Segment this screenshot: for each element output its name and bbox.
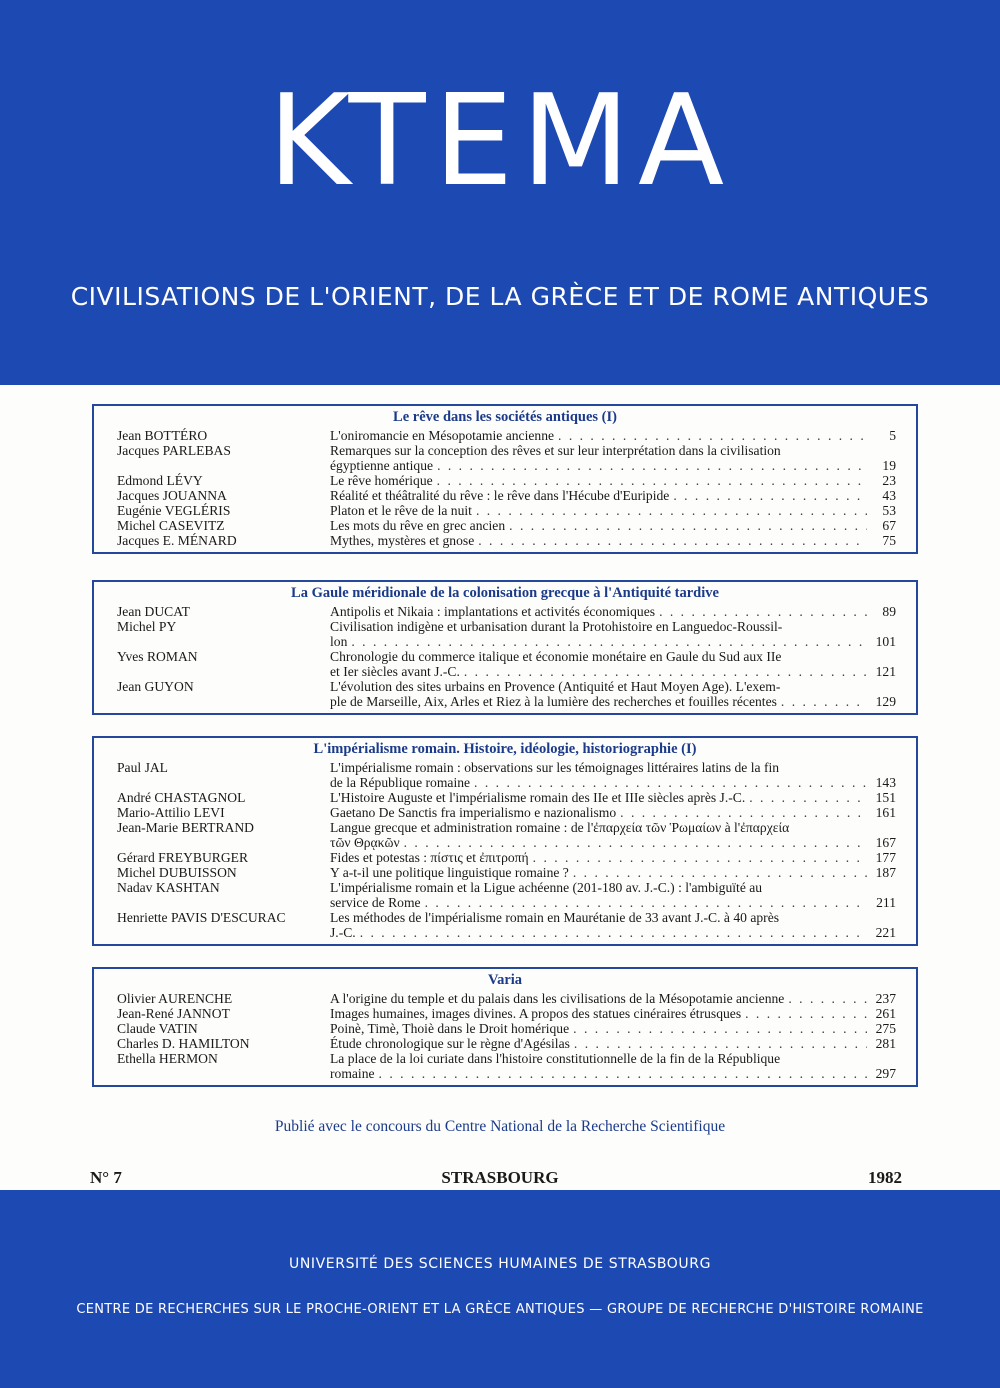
- entry-title: égyptienne antique: [330, 458, 434, 473]
- leader-dots: [437, 473, 867, 488]
- leader-dots: [476, 503, 867, 518]
- entry-author: Nadav KASHTAN: [117, 880, 220, 895]
- entry-author: Olivier AURENCHE: [117, 991, 233, 1006]
- entry-author: Mario-Attilio LEVI: [117, 805, 225, 820]
- entry-page-number: 281: [875, 1036, 896, 1051]
- toc-section: [92, 736, 918, 946]
- toc-entry: [94, 649, 916, 679]
- entry-author: Jean BOTTÉRO: [117, 428, 208, 443]
- section-heading: Le rêve dans les sociétés antiques (I): [393, 409, 617, 425]
- toc-entry: [94, 790, 916, 805]
- entry-title: Étude chronologique sur le règne d'Agésilas: [330, 1036, 570, 1051]
- entry-title: L'impérialisme romain et la Ligue achéenne (201-180 av. J.-C.) : l'ambiguïté au: [330, 880, 763, 895]
- entry-page-number: 211: [876, 895, 896, 910]
- entry-title: service de Rome: [330, 895, 421, 910]
- entry-title: Platon et le rêve de la nuit: [330, 503, 472, 518]
- toc-entry: [94, 473, 916, 488]
- entry-title: L'oniromancie en Mésopotamie ancienne: [330, 428, 555, 443]
- toc-entry: [94, 488, 916, 503]
- entry-title: L'impérialisme romain : observations sur les témoignages littéraires latins de la fin: [330, 760, 780, 775]
- entry-title: J.-C.: [330, 925, 356, 940]
- entry-page-number: 5: [889, 428, 896, 443]
- entry-title: Poinè, Timè, Thoiè dans le Droit homérique: [330, 1021, 570, 1036]
- entry-author: Ethella HERMON: [117, 1051, 218, 1066]
- entry-title: Images humaines, images divines. A propos des statues cinéraires étrusques: [330, 1006, 742, 1021]
- entry-author: Paul JAL: [117, 760, 168, 775]
- entry-title: τῶν Θρᾳκῶν: [330, 835, 400, 850]
- toc-entry: [94, 604, 916, 619]
- entry-page-number: 187: [875, 865, 896, 880]
- university-name: UNIVERSITÉ DES SCIENCES HUMAINES DE STRASBOURG: [288, 1256, 712, 1272]
- entry-title: de la République romaine: [330, 775, 471, 790]
- entry-page-number: 177: [875, 850, 896, 865]
- leader-dots: [379, 1066, 867, 1081]
- leader-dots: [749, 790, 867, 805]
- entry-author: Michel PY: [117, 619, 177, 634]
- leader-dots: [574, 1036, 867, 1051]
- leader-dots: [437, 458, 867, 473]
- entry-page-number: 151: [875, 790, 896, 805]
- leader-dots: [474, 775, 867, 790]
- entry-page-number: 67: [882, 518, 896, 533]
- entry-author: Henriette PAVIS D'ESCURAC: [117, 910, 286, 925]
- entry-title: romaine: [330, 1066, 375, 1081]
- entry-author: André CHASTAGNOL: [117, 790, 246, 805]
- entry-page-number: 167: [875, 835, 896, 850]
- leader-dots: [425, 895, 867, 910]
- toc-entry: [94, 850, 916, 865]
- entry-page-number: 143: [875, 775, 896, 790]
- entry-title: Remarques sur la conception des rêves et sur leur interprétation dans la civilisation: [330, 443, 781, 458]
- entry-title: A l'origine du temple et du palais dans les civilisations de la Mésopotamie ancienne: [330, 991, 785, 1006]
- entry-title: lon: [330, 634, 348, 649]
- toc-entry: [94, 991, 916, 1006]
- toc-entry: [94, 1021, 916, 1036]
- toc-entry: [94, 820, 916, 850]
- entry-page-number: 75: [882, 533, 896, 548]
- entry-title: Antipolis et Nikaia : implantations et activités économiques: [330, 604, 656, 619]
- entry-author: Jean-Marie BERTRAND: [117, 820, 254, 835]
- leader-dots: [509, 518, 867, 533]
- entry-title: La place de la loi curiate dans l'histoire constitutionnelle de la fin de la République: [330, 1051, 781, 1066]
- toc-entry: [94, 679, 916, 709]
- entry-title: Chronologie du commerce italique et économie monétaire en Gaule du Sud aux IIe: [330, 649, 782, 664]
- entry-author: Jean DUCAT: [117, 604, 190, 619]
- toc-entry: [94, 1051, 916, 1081]
- toc-entry: [94, 880, 916, 910]
- toc-entry: [94, 1036, 916, 1051]
- toc-entry: [94, 1006, 916, 1021]
- issue-number: N° 7: [90, 1168, 122, 1187]
- leader-dots: [659, 604, 867, 619]
- journal-title: KTEMA: [267, 67, 733, 214]
- bottom-blue-band: [0, 1190, 1000, 1388]
- issue-city: STRASBOURG: [441, 1168, 559, 1187]
- entry-page-number: 19: [882, 458, 896, 473]
- entry-page-number: 129: [875, 694, 896, 709]
- publisher-note: Publié avec le concours du Centre National de la Recherche Scientifique: [274, 1118, 726, 1135]
- entry-title: Gaetano De Sanctis fra imperialismo e nazionalismo: [330, 805, 617, 820]
- section-heading: L'impérialisme romain. Histoire, idéologie, historiographie (I): [313, 741, 697, 757]
- entry-page-number: 275: [875, 1021, 896, 1036]
- entry-author: Jacques PARLEBAS: [117, 443, 231, 458]
- leader-dots: [573, 1021, 867, 1036]
- toc-entry: [94, 805, 916, 820]
- leader-dots: [478, 533, 867, 548]
- leader-dots: [464, 664, 867, 679]
- entry-page-number: 43: [882, 488, 896, 503]
- entry-title: Langue grecque et administration romaine : de l'ἐπαρχεία τῶν Ῥωμαίων à l'ἐπαρχεία: [330, 820, 790, 835]
- entry-page-number: 121: [875, 664, 896, 679]
- entry-page-number: 161: [875, 805, 896, 820]
- entry-title: Les mots du rêve en grec ancien: [330, 518, 506, 533]
- toc-entry: [94, 760, 916, 790]
- toc-entry: [94, 619, 916, 649]
- entry-title: Le rêve homérique: [330, 473, 433, 488]
- entry-author: Jean-René JANNOT: [117, 1006, 230, 1021]
- toc-entry: [94, 428, 916, 443]
- journal-subtitle: CIVILISATIONS DE L'ORIENT, DE LA GRÈCE ET DE ROME ANTIQUES: [70, 282, 930, 311]
- issue-year: 1982: [868, 1168, 902, 1187]
- entry-author: Jacques JOUANNA: [117, 488, 227, 503]
- toc-entry: [94, 518, 916, 533]
- toc-entry: [94, 533, 916, 548]
- entry-page-number: 221: [875, 925, 896, 940]
- leader-dots: [788, 991, 867, 1006]
- entry-title: et Ier siècles avant J.-C.: [330, 664, 460, 679]
- leader-dots: [533, 850, 867, 865]
- toc-entry: [94, 910, 916, 940]
- entry-page-number: 261: [875, 1006, 896, 1021]
- research-centres: CENTRE DE RECHERCHES SUR LE PROCHE-ORIENT ET LA GRÈCE ANTIQUES — GROUPE DE RECHERCHE D'HISTOIRE ROMAINE: [76, 1302, 924, 1317]
- toc-section: [92, 404, 918, 554]
- toc-entry: [94, 503, 916, 518]
- toc-entry: [94, 865, 916, 880]
- leader-dots: [781, 694, 867, 709]
- entry-author: Michel CASEVITZ: [117, 518, 225, 533]
- entry-author: Edmond LÉVY: [117, 473, 203, 488]
- leader-dots: [404, 835, 867, 850]
- entry-title: Y a-t-il une politique linguistique romaine ?: [330, 865, 569, 880]
- entry-title: Réalité et théâtralité du rêve : le rêve dans l'Hécube d'Euripide: [330, 488, 670, 503]
- entry-page-number: 297: [875, 1066, 896, 1081]
- toc-section: [92, 580, 918, 715]
- toc-section: [92, 967, 918, 1087]
- entry-title: L'Histoire Auguste et l'impérialisme romain des IIe et IIIe siècles après J.-C.: [330, 790, 746, 805]
- entry-author: Eugénie VEGLÉRIS: [117, 503, 231, 518]
- entry-title: Les méthodes de l'impérialisme romain en Maurétanie de 33 avant J.-C. à 40 après: [330, 910, 780, 925]
- leader-dots: [351, 634, 867, 649]
- entry-title: ple de Marseille, Aix, Arles et Riez à la lumière des recherches et fouilles récentes: [330, 694, 777, 709]
- leader-dots: [573, 865, 867, 880]
- leader-dots: [360, 925, 867, 940]
- entry-title: Civilisation indigène et urbanisation durant la Protohistoire en Languedoc-Roussil-: [330, 619, 783, 634]
- entry-title: Mythes, mystères et gnose: [330, 533, 475, 548]
- leader-dots: [745, 1006, 867, 1021]
- entry-page-number: 53: [882, 503, 896, 518]
- entry-page-number: 101: [875, 634, 896, 649]
- leader-dots: [673, 488, 867, 503]
- entry-page-number: 23: [882, 473, 896, 488]
- leader-dots: [558, 428, 867, 443]
- entry-author: Michel DUBUISSON: [117, 865, 237, 880]
- entry-author: Jean GUYON: [117, 679, 194, 694]
- entry-author: Charles D. HAMILTON: [117, 1036, 250, 1051]
- leader-dots: [620, 805, 867, 820]
- entry-author: Jacques E. MÉNARD: [117, 533, 237, 548]
- entry-author: Gérard FREYBURGER: [117, 850, 249, 865]
- section-heading: La Gaule méridionale de la colonisation grecque à l'Antiquité tardive: [291, 585, 719, 601]
- entry-page-number: 89: [882, 604, 896, 619]
- entry-author: Yves ROMAN: [117, 649, 198, 664]
- entry-page-number: 237: [875, 991, 896, 1006]
- entry-title: L'évolution des sites urbains en Provence (Antiquité et Haut Moyen Age). L'exem-: [330, 679, 781, 694]
- toc-entry: [94, 443, 916, 473]
- entry-title: Fides et potestas : πίστις et ἐπιτροπή: [330, 850, 529, 865]
- entry-author: Claude VATIN: [117, 1021, 198, 1036]
- section-heading: Varia: [487, 972, 523, 988]
